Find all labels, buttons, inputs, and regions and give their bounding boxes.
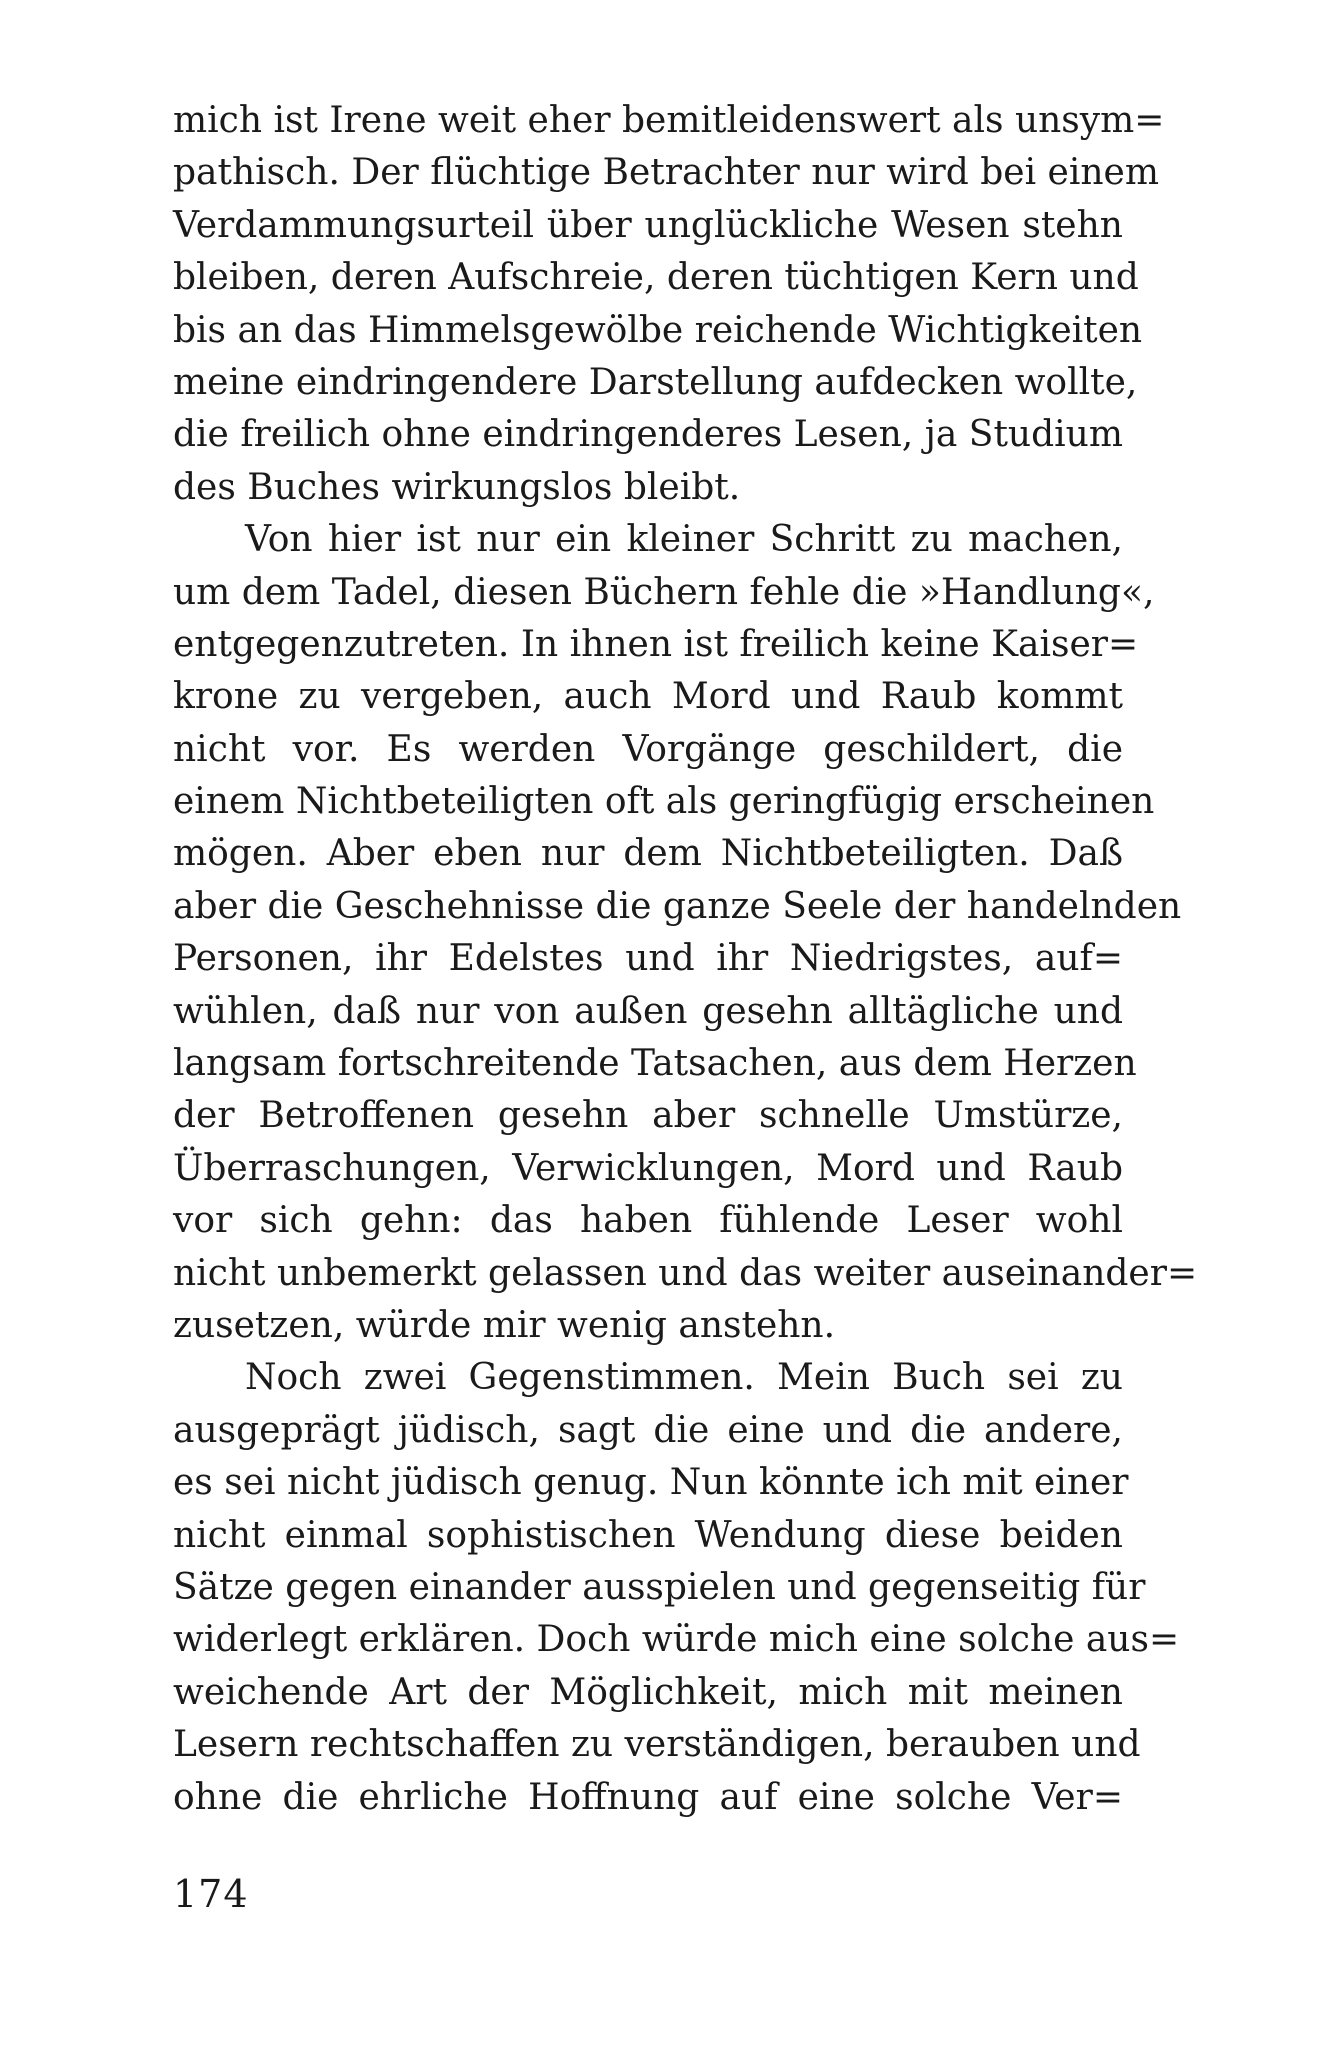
text-line: Überraschungen, Verwicklungen, Mord und Raub (173, 1147, 1123, 1189)
text-line: entgegenzutreten. In ihnen ist freilich keine Kaiser= (173, 623, 1139, 665)
text-line: weichende Art der Möglichkeit, mich mit meinen (173, 1671, 1123, 1713)
text-line: mich ist Irene weit eher bemitleidenswert als unsym= (173, 100, 1165, 141)
text-line: langsam fortschreitende Tatsachen, aus dem Herzen (173, 1043, 1137, 1085)
body-text (173, 95, 1198, 1824)
text-line: zusetzen, würde mir wenig anstehn. (173, 1304, 836, 1346)
text-line: ausgeprägt jüdisch, sagt die eine und die andere, (173, 1409, 1123, 1451)
text-line: Personen, ihr Edelstes und ihr Niedrigstes, auf= (173, 938, 1123, 980)
text-line: Von hier ist nur ein kleiner Schritt zu machen, (245, 519, 1123, 561)
text-line: es sei nicht jüdisch genug. Nun könnte ich mit einer (173, 1462, 1129, 1504)
text-line: krone zu vergeben, auch Mord und Raub kommt (173, 676, 1123, 718)
text-line: Lesern rechtschaffen zu verständigen, berauben und (173, 1724, 1141, 1766)
text-line: Verdammungsurteil über unglückliche Wesen stehn (173, 204, 1123, 246)
text-line: die freilich ohne eindringenderes Lesen, ja Studium (173, 414, 1123, 456)
text-line: mögen. Aber eben nur dem Nichtbeteiligten. Daß (173, 833, 1123, 875)
text-line: nicht unbemerkt gelassen und das weiter auseinander= (173, 1252, 1198, 1294)
text-line: aber die Geschehnisse die ganze Seele der handelnden (173, 885, 1182, 927)
text-line: bis an das Himmelsgewölbe reichende Wichtigkeiten (173, 309, 1143, 351)
text-line: widerlegt erklären. Doch würde mich eine solche aus= (173, 1619, 1180, 1661)
text-line: Sätze gegen einander ausspielen und gegenseitig für (173, 1566, 1146, 1608)
text-line: meine eindringendere Darstellung aufdecken wollte, (173, 361, 1138, 403)
text-line: bleiben, deren Aufschreie, deren tüchtigen Kern und (173, 257, 1139, 299)
text-line: pathisch. Der flüchtige Betrachter nur wird bei einem (173, 152, 1159, 194)
text-line: nicht vor. Es werden Vorgänge geschildert, die (173, 728, 1123, 770)
text-line: vor sich gehn: das haben fühlende Leser wohl (173, 1200, 1123, 1242)
text-line: Noch zwei Gegenstimmen. Mein Buch sei zu (245, 1357, 1123, 1399)
text-line: um dem Tadel, diesen Büchern fehle die »Handlung«, (173, 571, 1155, 613)
text-line: nicht einmal sophistischen Wendung diese beiden (173, 1514, 1123, 1556)
text-line: des Buches wirkungslos bleibt. (173, 466, 741, 508)
text-line: einem Nichtbeteiligten oft als geringfügig erscheinen (173, 781, 1155, 823)
text-line: wühlen, daß nur von außen gesehn alltägliche und (173, 990, 1123, 1032)
text-line: ohne die ehrliche Hoffnung auf eine solche Ver= (173, 1776, 1123, 1818)
text-line: der Betroffenen gesehn aber schnelle Umstürze, (173, 1095, 1123, 1137)
page-number: 174 (173, 1872, 249, 1916)
